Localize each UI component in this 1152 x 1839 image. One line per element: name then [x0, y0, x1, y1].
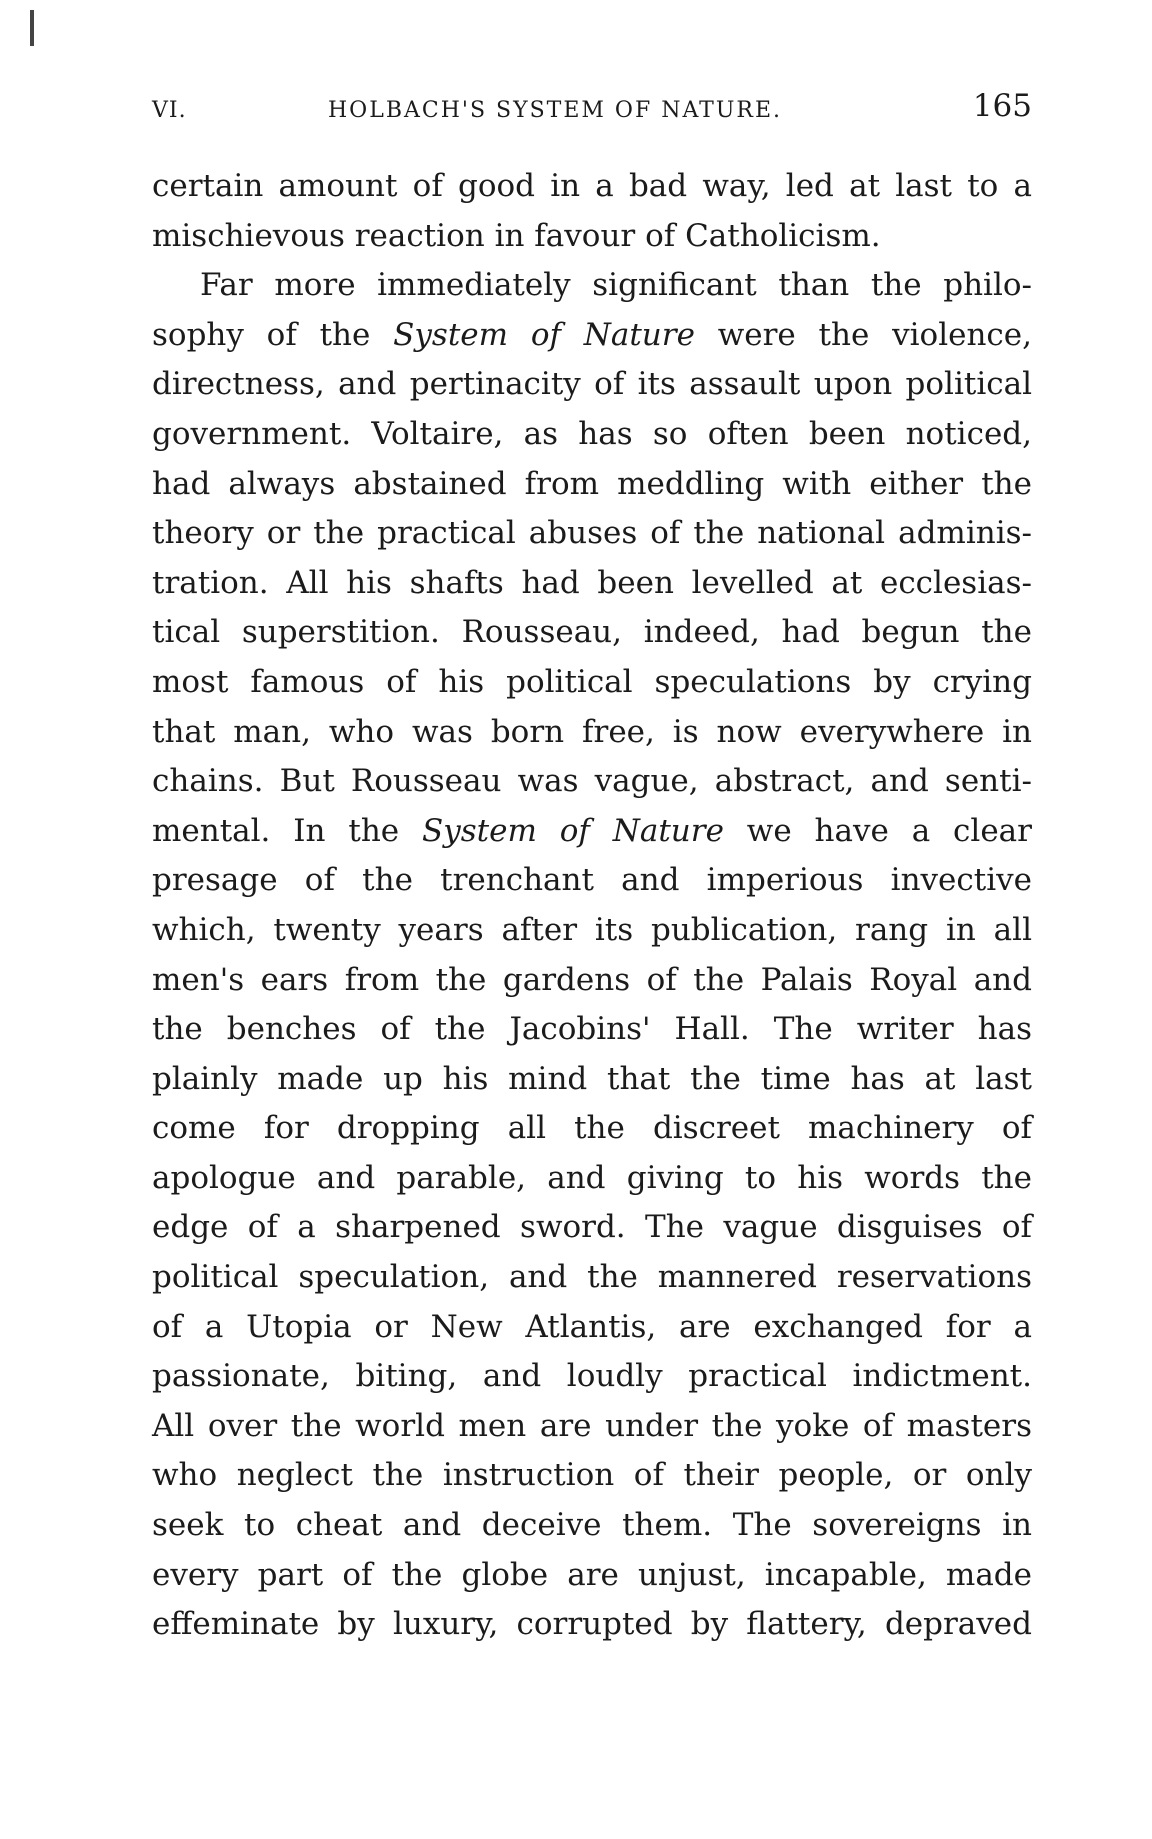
- text-line: seek to cheat and deceive them. The sovereigns in: [152, 1507, 1032, 1544]
- text-line: [152, 311, 1032, 361]
- text-fragment: mental. In the: [152, 812, 422, 849]
- text-line: tical superstition. Rousseau, indeed, had begun the: [152, 614, 1032, 651]
- text-line: political speculation, and the mannered reservations: [152, 1259, 1032, 1296]
- text-line: Far more immediately significant than the philo-: [200, 267, 1032, 304]
- text-line: edge of a sharpened sword. The vague disguises of: [152, 1209, 1032, 1246]
- text-line: who neglect the instruction of their people, or only: [152, 1457, 1032, 1494]
- text-line: which, twenty years after its publication, rang in all: [152, 911, 1032, 948]
- text-line: government. Voltaire, as has so often been noticed,: [152, 415, 1032, 452]
- text-line: presage of the trenchant and imperious invective: [152, 862, 1032, 899]
- text-line: All over the world men are under the yoke of masters: [152, 1407, 1032, 1444]
- text-line: chains. But Rousseau was vague, abstract, and senti-: [152, 763, 1032, 800]
- text-line: of a Utopia or New Atlantis, are exchanged for a: [152, 1308, 1032, 1345]
- text-line: plainly made up his mind that the time has at last: [152, 1060, 1032, 1097]
- text-line: had always abstained from meddling with either the: [152, 465, 1032, 502]
- text-line: certain amount of good in a bad way, led at last to a: [152, 168, 1032, 204]
- text-line: passionate, biting, and loudly practical indictment.: [152, 1358, 1032, 1395]
- margin-scan-mark: [30, 10, 34, 46]
- text-line: tration. All his shafts had been levelled at ecclesias-: [152, 564, 1032, 601]
- text-line: every part of the globe are unjust, incapable, made: [152, 1556, 1032, 1593]
- text-line: [152, 807, 1032, 857]
- running-header: [152, 88, 1032, 132]
- text-line: theory or the practical abuses of the national adminis-: [152, 515, 1032, 552]
- chapter-number: VI.: [152, 98, 187, 123]
- text-line: directness, and pertinacity of its assault upon political: [152, 366, 1032, 403]
- text-line: come for dropping all the discreet machinery of: [152, 1110, 1032, 1147]
- text-line: men's ears from the gardens of the Palais Royal and: [152, 961, 1032, 998]
- text-fragment: sophy of the: [152, 316, 394, 353]
- text-fragment: we have a clear: [723, 812, 1032, 849]
- body-text: [152, 162, 1032, 1650]
- text-line: that man, who was born free, is now everywhere in: [152, 713, 1032, 750]
- text-line: effeminate by luxury, corrupted by flattery, depraved: [152, 1606, 1032, 1643]
- text-line: apologue and parable, and giving to his words the: [152, 1159, 1032, 1196]
- running-title: HOLBACH'S SYSTEM OF NATURE.: [328, 98, 782, 123]
- book-title: System of Nature: [422, 812, 724, 849]
- page-number: 165: [972, 88, 1032, 124]
- text-line: most famous of his political speculations by crying: [152, 663, 1032, 700]
- text-line: mischievous reaction in favour of Catholicism.: [152, 217, 881, 254]
- book-title: System of Nature: [393, 316, 695, 353]
- text-fragment: were the violence,: [694, 316, 1032, 353]
- text-line: the benches of the Jacobins' Hall. The writer has: [152, 1011, 1032, 1048]
